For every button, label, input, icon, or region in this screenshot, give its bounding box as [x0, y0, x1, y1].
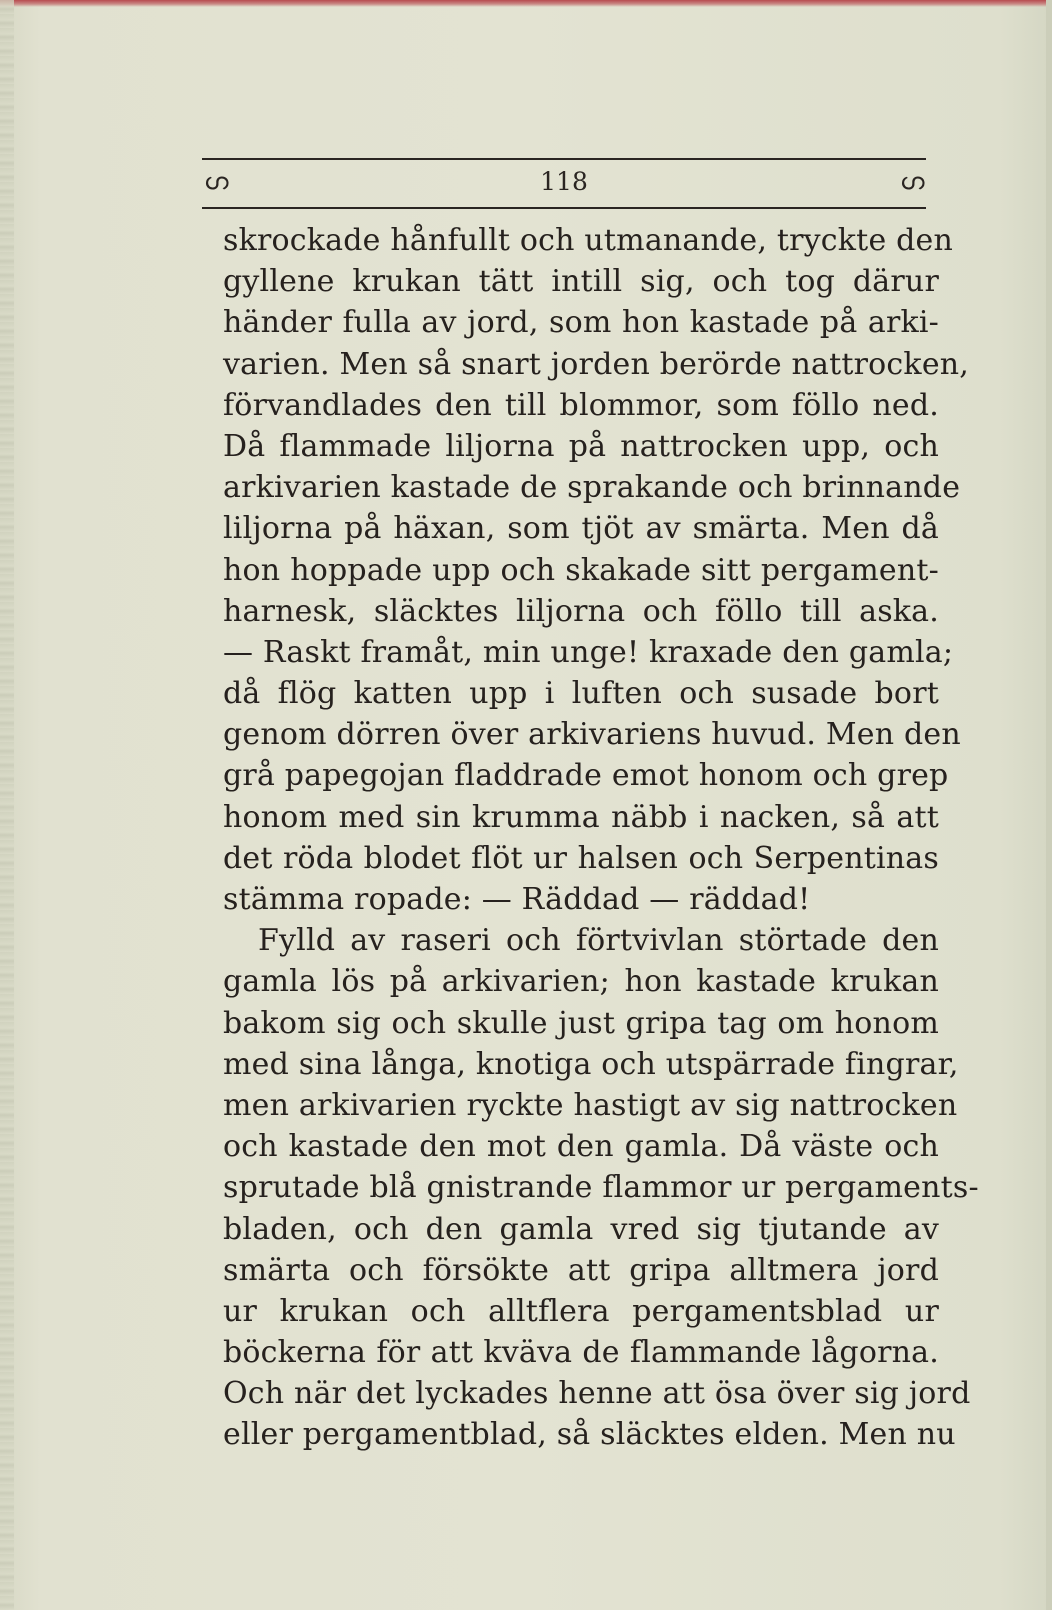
text-line: smärta och försökte att gripa alltmera jord	[223, 1252, 939, 1288]
text-line: med sina långa, knotiga och utspärrade fingrar,	[223, 1046, 959, 1082]
text-line: genom dörren över arkivariens huvud. Men den	[223, 717, 961, 753]
text-line: arkivarien kastade de sprakande och brinnande	[223, 470, 961, 506]
text-line: eller pergamentblad, så släcktes elden. Men nu	[223, 1417, 956, 1453]
text-line: Då flammade liljorna på nattrocken upp, och	[223, 428, 939, 464]
text-line: då flög katten upp i luften och susade bort	[223, 676, 939, 712]
text-line: hon hoppade upp och skakade sitt pergament-	[223, 552, 939, 588]
text-line: bakom sig och skulle just gripa tag om honom	[223, 1005, 939, 1041]
text-line: bladen, och den gamla vred sig tjutande av	[223, 1211, 939, 1247]
text-line: honom med sin krumma näbb i nacken, så att	[223, 799, 939, 835]
text-line: det röda blodet flöt ur halsen och Serpentinas	[223, 840, 939, 876]
text-line: — Raskt framåt, min unge! kraxade den gamla;	[223, 634, 954, 670]
text-line: Och när det lyckades henne att ösa över sig jord	[223, 1376, 971, 1412]
running-head	[202, 155, 926, 211]
text-line: stämma ropade: — Räddad — räddad!	[223, 882, 811, 917]
text-line: men arkivarien ryckte hastigt av sig nattrocken	[223, 1087, 958, 1123]
text-line: liljorna på häxan, som tjöt av smärta. Men då	[223, 511, 939, 547]
text-line: gyllene krukan tätt intill sig, och tog därur	[223, 264, 939, 300]
header-rule-top	[202, 158, 926, 160]
text-line: händer fulla av jord, som hon kastade på arki-	[223, 305, 939, 341]
page-number: 118	[540, 167, 588, 196]
text-line: skrockade hånfullt och utmanande, tryckte den	[223, 223, 954, 258]
page-left-edge	[0, 0, 14, 1610]
text-line: varien. Men så snart jorden berörde nattrocken,	[223, 346, 970, 382]
text-line: böckerna för att kväva de flammande lågorna.	[223, 1335, 939, 1371]
text-line: gamla lös på arkivarien; hon kastade krukan	[223, 964, 939, 1000]
text-line: och kastade den mot den gamla. Då väste och	[223, 1129, 939, 1165]
text-line: grå papegojan fladdrade emot honom och grep	[223, 758, 949, 794]
text-line: ur krukan och alltflera pergamentsblad ur	[223, 1293, 939, 1329]
body-text	[223, 220, 979, 1456]
page-right-edge	[1046, 0, 1052, 1610]
text-line: harnesk, släcktes liljorna och föllo till aska.	[223, 593, 939, 629]
ornament-right-icon: ഗ	[899, 170, 925, 195]
text-line: sprutade blå gnistrande flammor ur pergaments-	[223, 1170, 979, 1206]
text-line: förvandlades den till blommor, som föllo ned.	[223, 387, 939, 423]
header-rule-bottom	[202, 207, 926, 209]
text-line: Fylld av raseri och förtvivlan störtade den	[258, 923, 939, 959]
ornament-left-icon: ഗ	[203, 170, 229, 195]
page-top-edge	[0, 0, 1052, 7]
